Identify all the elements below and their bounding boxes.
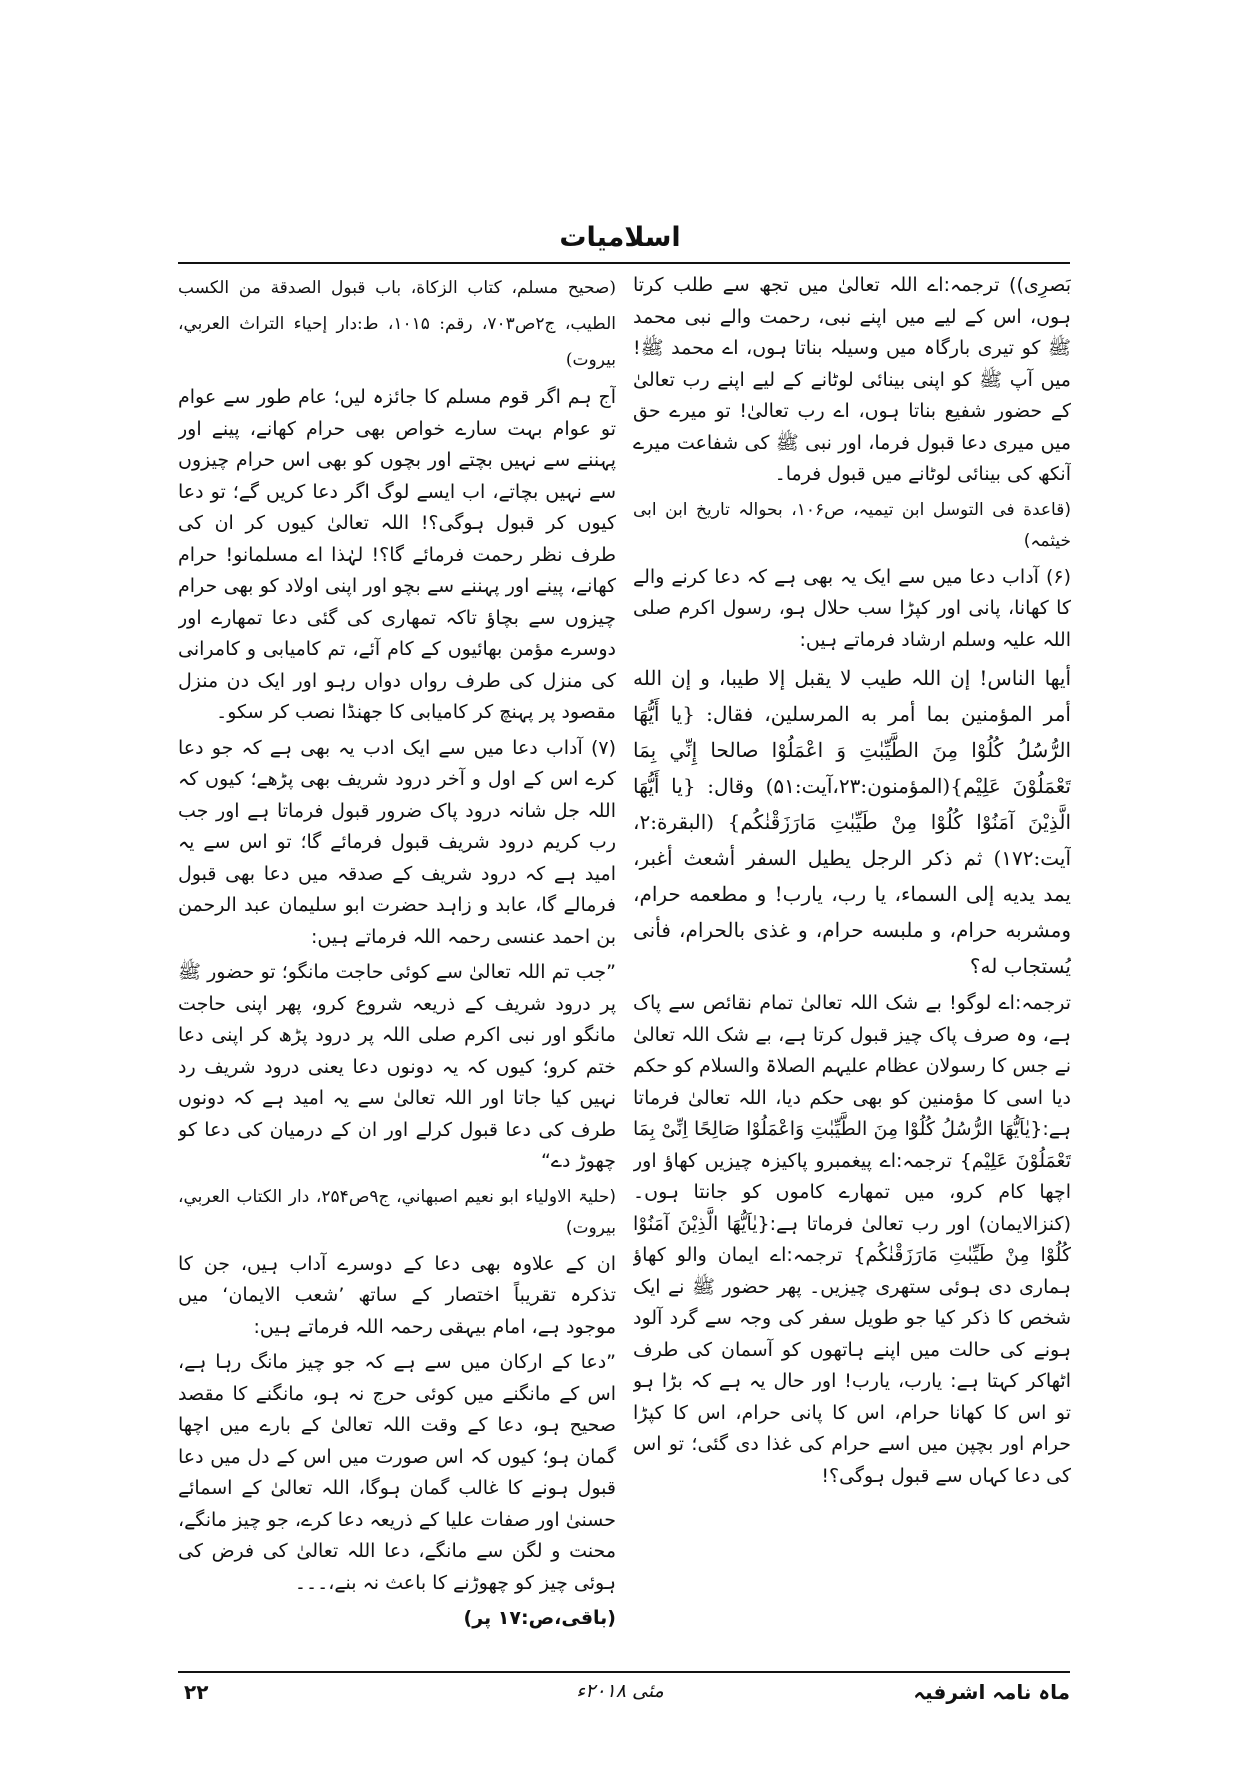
arabic-citation: (صحيح مسلم، كتاب الزكاة، باب قبول الصدقة من الكسب الطيب، ج۲ص۷۰۳، رقم: ۱۰۱۵، ط:دار إحياء التراث العربي، بيروت) bbox=[178, 278, 616, 370]
arabic-hadith: أيها الناس! إن اللہ طيب لا يقبل إلا طيبا، و إن الله أمر المؤمنين بما أمر به المرسلين، فقال: {يا أَيُّهَا الرُّسُلُ كُلُوْا مِنَ الطَّيِّبٰتِ وَ اعْمَلُوْا صالحا إِنِّي بِمَا تَعْمَلُوْنَ عَلِيْم}(المؤمنون:۲۳،آیت:۵۱) وقال: {يا أَيُّهَا الَّذِيْنَ آمَنُوْا كُلُوْا مِنْ طَيِّبٰتِ مَارَزَقْنٰكُم} (البقرة:۲، آیت:۱۷۲) ثم ذكر الرجل يطيل السفر أشعث أغبر، يمد يديه إلى السماء، يا رب، يارب! و مطعمه حرام، ومشربه حرام، و ملبسه حرام، و غذى بالحرام، فأنى يُستجاب له؟ bbox=[633, 666, 1071, 978]
header-rule bbox=[178, 262, 1070, 264]
paragraph: (۶) آداب دعا میں سے ایک یہ بھی ہے کہ دعا کرنے والے کا کھانا، پانی اور کپڑا سب حلال ہو، رسول اکرم صلی اللہ علیہ وسلم ارشاد فرماتے ہیں: bbox=[633, 565, 1071, 651]
paragraph: ترجمہ:اے لوگو! بے شک اللہ تعالیٰ تمام نقائص سے پاک ہے، وہ صرف پاک چیز قبول کرتا ہے، بے شک اللہ تعالیٰ نے جس کا رسولان عظام علیہم الصلاۃ والسلام کو حکم دیا اسی کا مؤمنین کو بھی حکم دیا، اللہ تعالیٰ فرماتا ہے:{یٰاَیُّهَا الرُّسُلُ كُلُوْا مِنَ الطَّیِّبٰتِ وَاعْمَلُوْا صَالِحًا اِنِّیْ بِمَا تَعْمَلُوْنَ عَلِیْم} ترجمہ:اے پیغمبرو پاکیزہ چیزیں کھاؤ اور اچھا کام کرو، میں تمھارے کاموں کو جانتا ہوں۔ (کنزالایمان) اور رب تعالیٰ فرماتا ہے:{یٰاَیُّهَا الَّذِیْنَ آمَنُوْا كُلُوْا مِنْ طَیِّبٰتِ مَارَزَقْنٰكُم} ترجمہ:اے ایمان والو کھاؤ ہماری دی ہوئی ستھری چیزیں۔ پھر حضور ﷺ نے ایک شخص کا ذکر کیا جو طویل سفر کی وجہ سے گرد آلود ہونے کی حالت میں اپنے ہاتھوں کو آسمان کی طرف اٹھاکر کہتا ہے: یارب، یارب! اور حال یہ ہے کہ بڑا ہو تو اس کا کھانا حرام، اس کا پانی حرام، اس کا کپڑا حرام اور بچپن میں اسے حرام کی غذا دی گئی؛ تو اس کی دعا کہاں سے قبول ہوگی؟! bbox=[633, 992, 1071, 1487]
issue-date: مئی ۲۰۱۸ء bbox=[576, 1680, 664, 1702]
quotation: ”دعا کے ارکان میں سے ہے کہ جو چیز مانگ رہا ہے، اس کے مانگنے میں کوئی حرج نہ ہو، مانگنے کا مقصد صحیح ہو، دعا کے وقت اللہ تعالیٰ کے بارے میں اچھا گمان ہو؛ کیوں کہ اس صورت میں اس کے دل میں دعا قبول ہونے کا غالب گمان ہوگا، اللہ تعالیٰ کے اسمائے حسنیٰ اور صفات علیا کے ذریعہ دعا کرے، جو چیز مانگے، محنت و لگن سے مانگے، دعا اللہ تعالیٰ کی فرض کی ہوئی چیز کو چھوڑنے کا باعث نہ بنے،۔۔۔ bbox=[178, 1351, 616, 1594]
citation: (حلیۃ الاولیاء ابو نعیم اصبهاني، ج۹ص۲۵۴، دار الكتاب العربي، بيروت) bbox=[178, 1186, 616, 1238]
footer-rule bbox=[178, 1671, 1070, 1673]
right-column bbox=[633, 270, 1071, 1770]
paragraph: (۷) آداب دعا میں سے ایک ادب یہ بھی ہے کہ جو دعا کرے اس کے اول و آخر درود شریف بھی پڑھے؛ کیوں کہ اللہ جل شانہ درود پاک ضرور قبول فرماتا ہے اور جب رب کریم درود شریف قبول فرمائے گا؛ تو اس سے یہ امید ہے کہ درود شریف کے صدقہ میں دعا بھی قبول فرمالے گا، عابد و زاہد حضرت ابو سلیمان عبد الرحمن بن احمد عنسی رحمہ اللہ فرماتے ہیں: bbox=[178, 736, 616, 948]
section-title: اسلامیات bbox=[559, 222, 681, 253]
continued-note: (باقی،ص:۱۷ پر) bbox=[463, 1607, 616, 1629]
citation: (قاعدة فی التوسل ابن تیمیہ، ص۱۰۶، بحوالہ تاریخ ابن ابی خیثمہ) bbox=[633, 499, 1071, 551]
left-column bbox=[178, 270, 616, 1770]
quotation: ”جب تم اللہ تعالیٰ سے کوئی حاجت مانگو؛ تو حضور ﷺ پر درود شریف کے ذریعہ شروع کرو، پھر اپنی حاجت مانگو اور نبی اکرم صلی اللہ پر درود پڑھ کر اپنی دعا ختم کرو؛ کیوں کہ یہ دونوں دعا یعنی درود شریف رد نہیں کیا جاتا اور اللہ تعالیٰ سے یہ امید ہے کہ دونوں طرف کی دعا قبول کرلے اور ان کے درمیان کی دعا کو چھوڑ دے“ bbox=[178, 961, 616, 1172]
journal-name: ماہ نامہ اشرفیہ bbox=[913, 1680, 1070, 1704]
paragraph: بَصرِی)) ترجمہ:اے اللہ تعالیٰ میں تجھ سے طلب کرتا ہوں، اس کے لیے میں اپنے نبی، رحمت والے نبی محمد ﷺ کو تیری بارگاہ میں وسیلہ بناتا ہوں، اے محمد ﷺ! میں آپ ﷺ کو اپنی بینائی لوٹانے کے لیے اپنے رب تعالیٰ کے حضور شفیع بناتا ہوں، اے رب تعالیٰ! تو میرے حق میں میری دعا قبول فرما، اور نبی ﷺ کی شفاعت میرے آنکھ کی بینائی لوٹانے میں قبول فرما۔ bbox=[633, 274, 1071, 485]
page-number: ۲۲ bbox=[184, 1680, 209, 1704]
paragraph: ان کے علاوہ بھی دعا کے دوسرے آداب ہیں، جن کا تذکرہ تقریباً اختصار کے ساتھ ’شعب الایمان‘ میں موجود ہے، امام بیہقی رحمہ اللہ فرماتے ہیں: bbox=[178, 1252, 616, 1338]
paragraph: آج ہم اگر قوم مسلم کا جائزہ لیں؛ عام طور سے عوام تو عوام بہت سارے خواص بھی حرام کھانے، پینے اور پہننے سے نہیں بچتے اور بچوں کو بھی اس حرام چیزوں سے نہیں بچاتے، اب ایسے لوگ اگر دعا کریں گے؛ تو دعا کیوں کر قبول ہوگی؟! اللہ تعالیٰ کیوں کر ان کی طرف نظر رحمت فرمائے گا؟! لہٰذا اے مسلمانو! حرام کھانے، پینے اور پہننے سے بچو اور اپنی اولاد کو بھی حرام چیزوں سے بچاؤ تاکہ تمھاری کی گئی دعا تمھارے اور دوسرے مؤمن بھائیوں کے کام آئے، تم کامیابی و کامرانی کی منزل کی طرف رواں دواں رہو اور ایک دن منزل مقصود پر پہنچ کر کامیابی کا جھنڈا نصب کر سکو۔ bbox=[178, 386, 616, 723]
